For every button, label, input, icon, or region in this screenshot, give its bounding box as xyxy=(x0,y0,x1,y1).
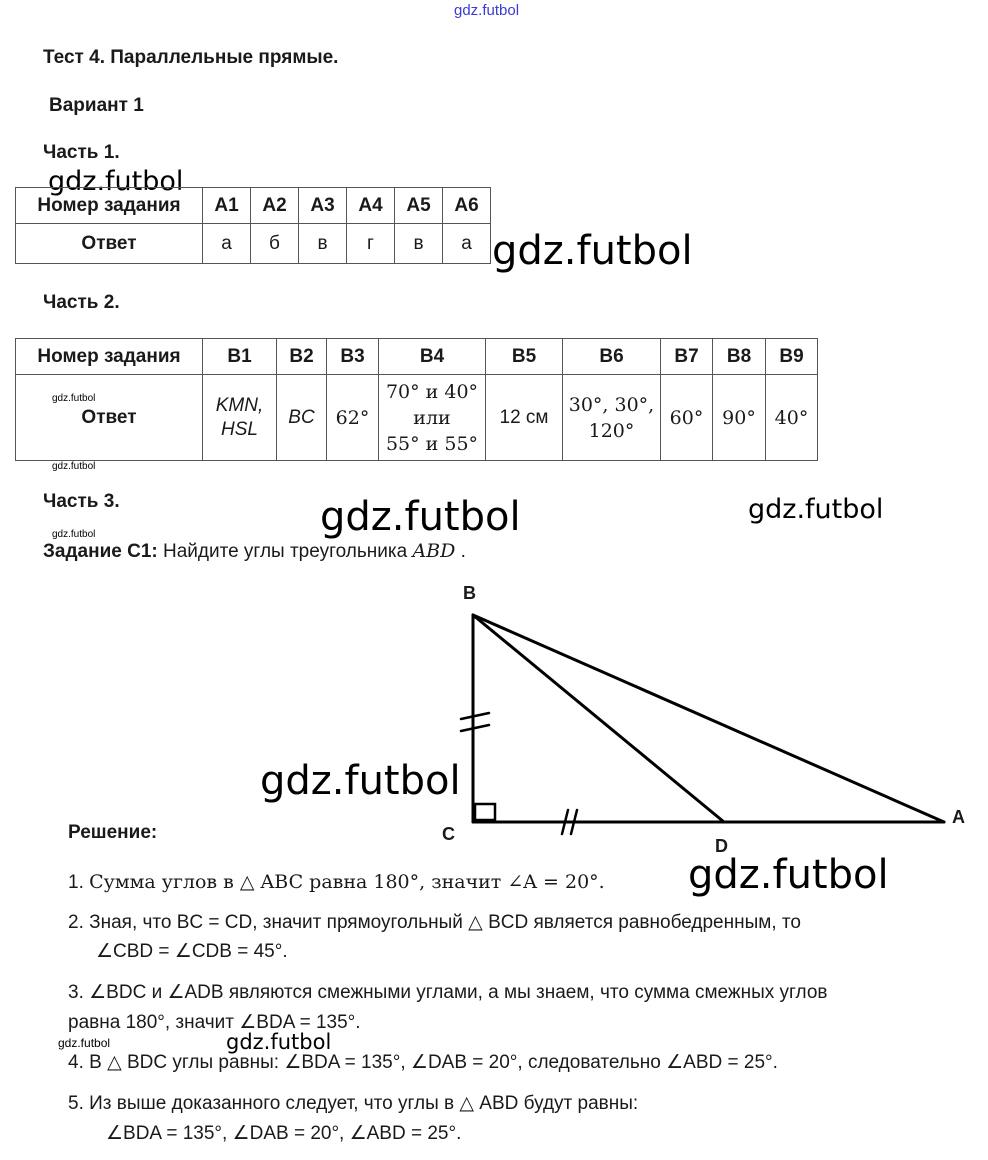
solution-step xyxy=(68,910,801,936)
part2-heading: Часть 2. xyxy=(43,292,120,313)
task-cell: B1 xyxy=(203,339,277,375)
task-math: ABD xyxy=(412,540,456,562)
watermark: gdz.futbol xyxy=(688,852,889,898)
solution-heading: Решение: xyxy=(68,822,158,843)
watermark: gdz.futbol xyxy=(48,166,184,197)
step-line: Зная, что BC = CD, значит прямоугольный △ BCD является равнобедренным, то xyxy=(89,912,801,933)
step-line: Из выше доказанного следует, что углы в △ ABD будут равны: xyxy=(89,1093,639,1114)
answer-cell: в xyxy=(395,224,443,264)
row-header-answer: Ответ xyxy=(16,375,203,461)
task-cell: A5 xyxy=(395,188,443,224)
watermark: gdz.futbol xyxy=(320,494,521,540)
step-line: Сумма углов в △ ABC равна 180°, значит ∠A = 20°. xyxy=(89,871,605,893)
task-cell: A1 xyxy=(203,188,251,224)
row-header-task: Номер задания xyxy=(16,339,203,375)
step-line: ∠BDA = 135°, ∠DAB = 20°, ∠ABD = 25°. xyxy=(106,1123,462,1144)
segment-bd xyxy=(473,615,724,822)
point-label-d: D xyxy=(715,836,728,856)
row-header-answer: Ответ xyxy=(16,224,203,264)
answer-line: 12 см xyxy=(499,406,549,428)
point-label-a: A xyxy=(952,807,965,827)
part1-heading: Часть 1. xyxy=(43,142,120,163)
task-label: Задание С1: xyxy=(43,541,158,562)
row-header-task: Номер задания xyxy=(16,188,203,224)
task-cell: A6 xyxy=(443,188,491,224)
task-cell: B9 xyxy=(766,339,818,375)
task-cell: B7 xyxy=(661,339,713,375)
page-title: Тест 4. Параллельные прямые. xyxy=(43,47,339,68)
task-cell: A4 xyxy=(347,188,395,224)
watermark: gdz.futbol xyxy=(52,393,96,404)
tick-mark xyxy=(461,713,489,719)
watermark: gdz.futbol xyxy=(58,1036,111,1050)
point-label-c: C xyxy=(442,824,455,844)
answer-cell: а xyxy=(203,224,251,264)
answer-line: BC xyxy=(288,406,315,428)
step-line: ∠BDC и ∠ADB являются смежными углами, а мы знаем, что сумма смежных углов xyxy=(89,982,828,1003)
step-line: равна 180°, значит ∠BDA = 135°. xyxy=(68,1012,361,1033)
solution-step xyxy=(68,1050,778,1076)
step-number: 1. xyxy=(68,872,84,893)
step-number: 4. xyxy=(68,1052,84,1073)
tick-mark xyxy=(461,725,489,731)
answer-cell: а xyxy=(443,224,491,264)
task-cell: B6 xyxy=(563,339,661,375)
point-label-b: B xyxy=(463,583,476,603)
answer-line: 30°, 30°, xyxy=(568,393,655,416)
variant-label: Вариант 1 xyxy=(49,95,144,116)
step-line: ∠CBD = ∠CDB = 45°. xyxy=(96,941,288,962)
answer-cell: в xyxy=(299,224,347,264)
step-line: В △ BDC углы равны: ∠BDA = 135°, ∠DAB = 20°, следовательно ∠ABD = 25°. xyxy=(89,1052,778,1073)
solution-step xyxy=(68,980,828,1006)
task-cell: A3 xyxy=(299,188,347,224)
answer-line: 70° и 40° xyxy=(385,380,479,403)
side-ba xyxy=(473,615,944,822)
watermark: gdz.futbol xyxy=(260,758,461,804)
task-cell: B4 xyxy=(379,339,486,375)
answer-cell: г xyxy=(347,224,395,264)
watermark: gdz.futbol xyxy=(748,494,884,525)
watermark: gdz.futbol xyxy=(492,228,693,274)
watermark-top[interactable]: gdz.futbol xyxy=(454,2,520,19)
right-angle-mark xyxy=(475,804,495,820)
answer-line: или xyxy=(413,406,451,429)
step-number: 2. xyxy=(68,912,84,933)
watermark: gdz.futbol xyxy=(226,1030,332,1054)
watermark: gdz.futbol xyxy=(52,461,96,472)
solution-step xyxy=(68,1091,638,1117)
task-end: . xyxy=(460,541,466,562)
answer-line: KMN, xyxy=(215,394,264,416)
answer-cell: б xyxy=(251,224,299,264)
answer-line: 55° и 55° xyxy=(385,432,479,455)
answer-line: 40° xyxy=(774,406,809,429)
solution-step xyxy=(68,869,605,896)
answer-line: 62° xyxy=(335,406,370,429)
task-cell: B5 xyxy=(486,339,563,375)
task-cell: A2 xyxy=(251,188,299,224)
answer-line: HSL xyxy=(221,418,258,440)
step-number: 5. xyxy=(68,1093,84,1114)
task-cell: B3 xyxy=(327,339,379,375)
answer-line: 90° xyxy=(722,406,756,429)
part3-heading: Часть 3. xyxy=(43,491,120,512)
watermark: gdz.futbol xyxy=(52,529,96,540)
task-cell: B8 xyxy=(713,339,766,375)
task-text: Найдите углы треугольника xyxy=(163,541,408,562)
answer-line: 60° xyxy=(669,406,704,429)
answer-line: 120° xyxy=(588,419,635,442)
step-number: 3. xyxy=(68,982,84,1003)
task-cell: B2 xyxy=(277,339,327,375)
